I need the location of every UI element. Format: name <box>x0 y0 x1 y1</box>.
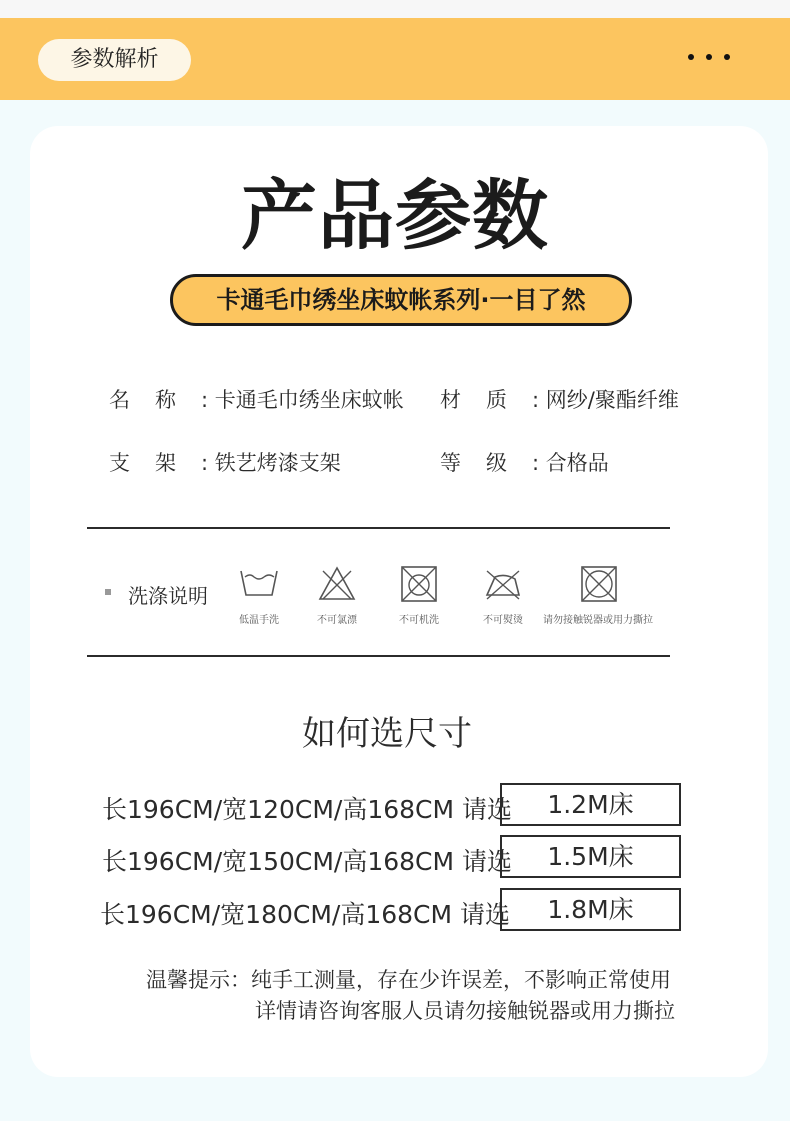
wash-caption: 不可熨烫 <box>483 615 523 626</box>
size-choose: 请选 <box>460 900 511 929</box>
top-strip <box>0 0 790 18</box>
no-bleach-icon <box>317 565 357 603</box>
size-row <box>100 895 510 931</box>
wash-caption: 不可氯漂 <box>317 615 357 626</box>
size-dims: 长196CM/宽120CM/高168CM <box>102 795 455 824</box>
spec-label: 材质 <box>440 388 532 412</box>
size-option-1-5m[interactable]: 1.5M床 <box>500 835 681 878</box>
no-machine-wash-icon <box>399 565 439 603</box>
spec-frame: 支架: 铁艺烤漆支架 <box>109 447 341 477</box>
spec-label: 支架 <box>109 451 201 475</box>
size-section-title: 如何选尺寸 <box>302 714 472 754</box>
size-option-1-8m[interactable]: 1.8M床 <box>500 888 681 931</box>
more-dots-icon[interactable] <box>688 54 730 66</box>
size-option-1-2m[interactable]: 1.2M床 <box>500 783 681 826</box>
size-row <box>102 790 512 826</box>
hand-wash-icon <box>239 565 279 603</box>
spec-value: 铁艺烤漆支架 <box>214 451 341 475</box>
size-choose: 请选 <box>462 847 513 876</box>
tip-line-1: 温馨提示：纯手工测量，存在少许误差，不影响正常使用 <box>146 968 671 992</box>
spec-material: 材质: 网纱/聚酯纤维 <box>440 384 679 414</box>
no-iron-icon <box>483 565 523 603</box>
header-bar <box>0 18 790 100</box>
size-dims: 长196CM/宽150CM/高168CM <box>102 847 455 876</box>
tab-params[interactable]: 参数解析 <box>38 39 191 81</box>
spec-label: 名称 <box>109 388 201 412</box>
page-title: 产品参数 <box>241 171 549 260</box>
wash-label: 洗涤说明 <box>128 584 208 608</box>
spec-label: 等级 <box>440 451 532 475</box>
spec-value: 网纱/聚酯纤维 <box>545 388 679 412</box>
spec-name: 名称: 卡通毛巾绣坐床蚊帐 <box>109 384 404 414</box>
subtitle-badge: 卡通毛巾绣坐床蚊帐系列·一目了然 <box>170 274 632 326</box>
size-row <box>102 842 512 878</box>
bullet <box>105 589 111 595</box>
size-dims: 长196CM/宽180CM/高168CM <box>100 900 453 929</box>
divider-bottom <box>87 655 670 657</box>
divider-top <box>87 527 670 529</box>
size-choose: 请选 <box>462 795 513 824</box>
no-tumble-dry-icon <box>579 565 619 603</box>
wash-caption: 低温手洗 <box>239 615 279 626</box>
tip-line-2: 详情请咨询客服人员请勿接触锐器或用力撕拉 <box>255 999 675 1023</box>
spec-value: 合格品 <box>545 451 609 475</box>
wash-caption: 不可机洗 <box>399 615 439 626</box>
spec-value: 卡通毛巾绣坐床蚊帐 <box>214 388 404 412</box>
wash-caption: 请勿接触锐器或用力撕拉 <box>543 615 653 626</box>
spec-grade: 等级: 合格品 <box>440 447 609 477</box>
